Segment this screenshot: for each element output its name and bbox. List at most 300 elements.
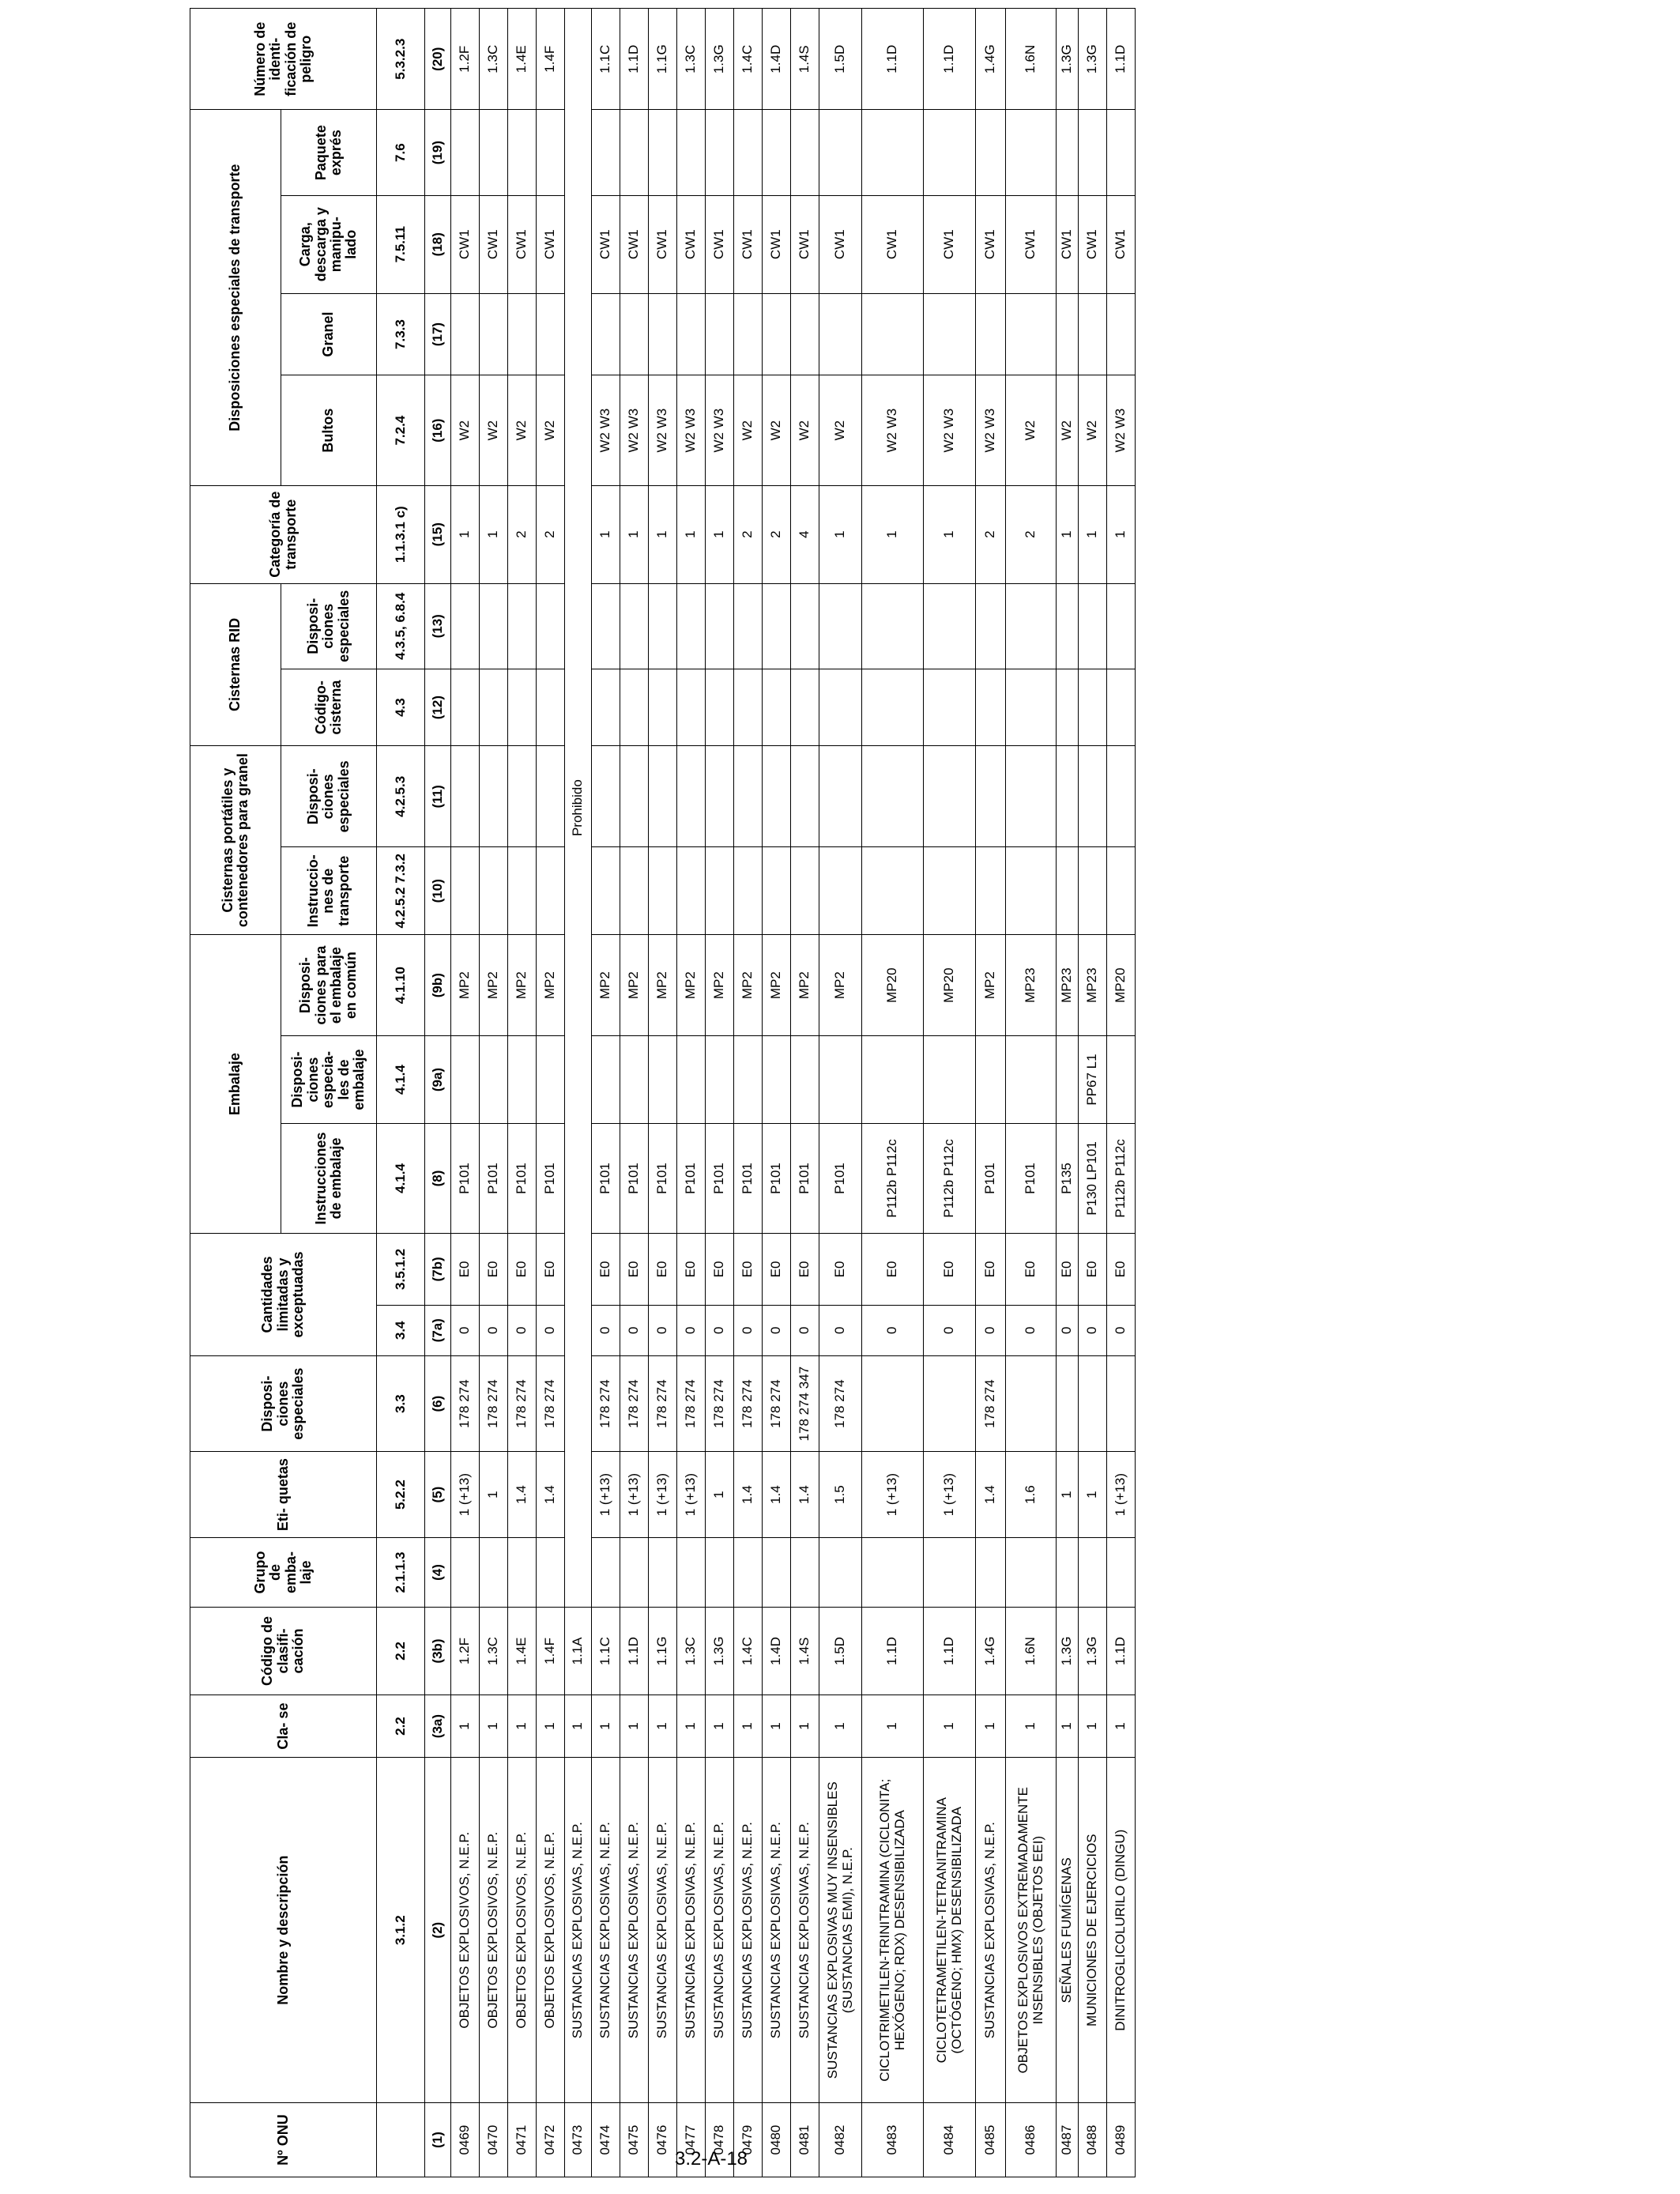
table-cell: 1 xyxy=(1079,1452,1107,1537)
table-cell xyxy=(734,746,763,847)
header-granel: Granel xyxy=(281,293,377,375)
table-cell xyxy=(508,583,537,669)
table-cell xyxy=(976,669,1006,745)
table-cell: 1.5D xyxy=(819,9,862,110)
table-cell xyxy=(1057,583,1079,669)
table-cell: 1 (+13) xyxy=(649,1452,677,1537)
table-cell xyxy=(1107,583,1136,669)
table-cell: 1 xyxy=(862,1695,924,1758)
reference-cell: 3.5.1.2 xyxy=(377,1234,425,1306)
table-cell xyxy=(734,1036,763,1124)
reference-cell: 4.2.5.2 7.3.2 xyxy=(377,847,425,935)
table-cell: 0 xyxy=(862,1305,924,1355)
table-cell: E0 xyxy=(763,1234,791,1306)
header-tank-instructions: Instruccio- nes de transporte xyxy=(281,847,377,935)
product-name: SUSTANCIAS EXPLOSIVAS, N.E.P. xyxy=(592,1758,620,2103)
table-cell xyxy=(677,847,706,935)
table-cell: 0473 xyxy=(565,2103,592,2177)
table-cell: 1.1D xyxy=(924,9,976,110)
reference-cell: 4.2.5.3 xyxy=(377,746,425,847)
prohibited-cell: Prohibido xyxy=(565,9,592,1608)
column-number-cell: (5) xyxy=(425,1452,451,1537)
reference-cell: 4.3 xyxy=(377,669,425,745)
table-cell: W2 W3 xyxy=(924,375,976,485)
table-cell xyxy=(592,746,620,847)
table-cell: W2 xyxy=(763,375,791,485)
header-mixed-packing: Disposi- ciones para el embalaje en común xyxy=(281,935,377,1036)
reference-cell: 3.3 xyxy=(377,1355,425,1452)
table-cell xyxy=(976,1537,1006,1607)
table-cell: E0 xyxy=(1057,1234,1079,1306)
table-cell xyxy=(480,293,508,375)
table-cell: 1.4 xyxy=(791,1452,819,1537)
reference-cell: 2.2 xyxy=(377,1608,425,1695)
table-cell: CW1 xyxy=(592,195,620,293)
product-name: SUSTANCIAS EXPLOSIVAS, N.E.P. xyxy=(565,1758,592,2103)
table-cell: CW1 xyxy=(1079,195,1107,293)
table-cell: CW1 xyxy=(1057,195,1079,293)
table-cell: P101 xyxy=(734,1123,763,1233)
table-row xyxy=(734,9,763,2177)
product-name: SUSTANCIAS EXPLOSIVAS, N.E.P. xyxy=(976,1758,1006,2103)
product-name: SUSTANCIAS EXPLOSIVAS, N.E.P. xyxy=(734,1758,763,2103)
table-row xyxy=(1107,9,1136,2177)
table-cell xyxy=(791,1036,819,1124)
table-cell xyxy=(508,293,537,375)
table-row xyxy=(791,9,819,2177)
table-cell: 1 xyxy=(620,485,649,583)
table-cell: 0 xyxy=(677,1305,706,1355)
table-cell: 0 xyxy=(451,1305,480,1355)
table-cell: P135 xyxy=(1057,1123,1079,1233)
table-cell xyxy=(1107,110,1136,195)
table-cell: P112b P112c xyxy=(1107,1123,1136,1233)
table-cell: 1.4 xyxy=(734,1452,763,1537)
table-cell: 178 274 xyxy=(480,1355,508,1452)
table-cell: 1.4D xyxy=(763,1608,791,1695)
table-cell xyxy=(508,847,537,935)
product-name: DINITROGLICOLURILO (DINGU) xyxy=(1107,1758,1136,2103)
table-cell xyxy=(537,110,565,195)
table-cell: CW1 xyxy=(924,195,976,293)
table-cell: P101 xyxy=(649,1123,677,1233)
table-cell: W2 xyxy=(819,375,862,485)
table-cell: E0 xyxy=(862,1234,924,1306)
table-cell: 1 xyxy=(734,1695,763,1758)
header-un: Nº ONU xyxy=(190,2103,377,2177)
table-row xyxy=(1057,9,1079,2177)
table-cell: 0 xyxy=(649,1305,677,1355)
table-cell: E0 xyxy=(1006,1234,1057,1306)
table-cell: MP2 xyxy=(976,935,1006,1036)
table-cell xyxy=(763,1036,791,1124)
table-cell: 0 xyxy=(763,1305,791,1355)
table-cell xyxy=(791,847,819,935)
table-cell: 0 xyxy=(1006,1305,1057,1355)
table-cell: CW1 xyxy=(451,195,480,293)
table-cell xyxy=(649,293,677,375)
table-cell xyxy=(862,583,924,669)
table-cell xyxy=(649,669,677,745)
table-cell: W2 xyxy=(1079,375,1107,485)
table-row xyxy=(649,9,677,2177)
table-cell: 2 xyxy=(537,485,565,583)
product-name: SUSTANCIAS EXPLOSIVAS, N.E.P. xyxy=(791,1758,819,2103)
table-row xyxy=(620,9,649,2177)
table-cell xyxy=(862,669,924,745)
table-cell xyxy=(620,669,649,745)
table-cell xyxy=(1006,110,1057,195)
table-cell: CW1 xyxy=(677,195,706,293)
table-cell: 0489 xyxy=(1107,2103,1136,2177)
column-number-cell: (17) xyxy=(425,293,451,375)
table-cell: 1.4C xyxy=(734,9,763,110)
table-cell: 0472 xyxy=(537,2103,565,2177)
table-cell: 1.1D xyxy=(620,9,649,110)
table-cell xyxy=(862,110,924,195)
table-cell: 0 xyxy=(819,1305,862,1355)
table-cell xyxy=(649,847,677,935)
product-name: OBJETOS EXPLOSIVOS EXTREMADAMENTE INSENSIBLES (OBJETOS EEI) xyxy=(1006,1758,1057,2103)
table-cell: CW1 xyxy=(620,195,649,293)
table-cell xyxy=(649,1036,677,1124)
table-row xyxy=(537,9,565,2177)
table-cell: 1 xyxy=(508,1695,537,1758)
table-cell xyxy=(1057,1537,1079,1607)
table-cell: E0 xyxy=(976,1234,1006,1306)
table-cell: W2 W3 xyxy=(976,375,1006,485)
header-rid-tanks: Cisternas RID xyxy=(190,583,281,746)
table-cell xyxy=(763,110,791,195)
table-cell: 1 xyxy=(480,485,508,583)
table-cell xyxy=(451,1537,480,1607)
table-cell: 0 xyxy=(620,1305,649,1355)
column-number-cell: (19) xyxy=(425,110,451,195)
column-number-cell: (20) xyxy=(425,9,451,110)
table-cell: MP2 xyxy=(763,935,791,1036)
table-cell xyxy=(763,746,791,847)
table-cell: 1 xyxy=(451,485,480,583)
table-cell: 1 xyxy=(451,1695,480,1758)
table-cell xyxy=(976,583,1006,669)
table-row xyxy=(706,9,734,2177)
table-cell: W2 W3 xyxy=(649,375,677,485)
table-cell: 1.4S xyxy=(791,9,819,110)
table-cell: P101 xyxy=(451,1123,480,1233)
product-name: OBJETOS EXPLOSIVOS, N.E.P. xyxy=(537,1758,565,2103)
table-cell xyxy=(924,1537,976,1607)
table-cell: 1 xyxy=(924,1695,976,1758)
table-cell xyxy=(976,110,1006,195)
table-cell xyxy=(819,669,862,745)
table-cell: 178 274 xyxy=(649,1355,677,1452)
table-cell: CW1 xyxy=(537,195,565,293)
reference-cell: 4.1.10 xyxy=(377,935,425,1036)
table-cell xyxy=(791,746,819,847)
table-cell xyxy=(706,583,734,669)
table-cell: 178 274 xyxy=(976,1355,1006,1452)
table-cell xyxy=(862,746,924,847)
table-cell: 0 xyxy=(1107,1305,1136,1355)
table-cell: E0 xyxy=(480,1234,508,1306)
table-cell: W2 xyxy=(451,375,480,485)
table-cell: 1 (+13) xyxy=(677,1452,706,1537)
table-cell: 1 xyxy=(791,1695,819,1758)
table-cell xyxy=(508,746,537,847)
table-cell: 0485 xyxy=(976,2103,1006,2177)
table-cell: 178 274 xyxy=(592,1355,620,1452)
table-cell xyxy=(537,1036,565,1124)
table-cell xyxy=(976,293,1006,375)
table-cell: 0 xyxy=(1057,1305,1079,1355)
table-cell: 1.4 xyxy=(976,1452,1006,1537)
product-name: SUSTANCIAS EXPLOSIVAS, N.E.P. xyxy=(620,1758,649,2103)
table-cell xyxy=(1107,1036,1136,1124)
table-cell xyxy=(734,110,763,195)
table-cell: 0475 xyxy=(620,2103,649,2177)
table-cell: W2 W3 xyxy=(706,375,734,485)
table-cell: 1.4D xyxy=(763,9,791,110)
table-cell: MP23 xyxy=(1057,935,1079,1036)
table-cell xyxy=(819,1537,862,1607)
table-cell: W2 W3 xyxy=(862,375,924,485)
table-cell: 1 xyxy=(1057,1695,1079,1758)
table-cell xyxy=(924,1355,976,1452)
table-cell: 2 xyxy=(508,485,537,583)
reference-cell: 2.1.1.3 xyxy=(377,1537,425,1607)
table-cell: E0 xyxy=(620,1234,649,1306)
table-cell: E0 xyxy=(537,1234,565,1306)
table-cell: MP2 xyxy=(649,935,677,1036)
header-carga: Carga, descarga y manipu- lado xyxy=(281,195,377,293)
header-tank-special: Disposi- ciones especiales xyxy=(281,746,377,847)
table-cell xyxy=(976,746,1006,847)
table-cell xyxy=(763,1537,791,1607)
table-cell: 178 274 xyxy=(734,1355,763,1452)
product-name: SEÑALES FUMÍGENAS xyxy=(1057,1758,1079,2103)
table-cell xyxy=(508,110,537,195)
table-cell xyxy=(819,1036,862,1124)
header-special-transport: Disposiciones especiales de transporte xyxy=(190,110,281,485)
table-cell: 1 (+13) xyxy=(862,1452,924,1537)
header-name: Nombre y descripción xyxy=(190,1758,377,2103)
product-name: SUSTANCIAS EXPLOSIVAS, N.E.P. xyxy=(706,1758,734,2103)
table-cell xyxy=(819,293,862,375)
table-cell: CW1 xyxy=(791,195,819,293)
table-cell xyxy=(537,293,565,375)
table-cell: 1 (+13) xyxy=(592,1452,620,1537)
table-cell xyxy=(592,669,620,745)
table-cell xyxy=(480,1036,508,1124)
table-cell: 178 274 xyxy=(620,1355,649,1452)
column-number-cell: (15) xyxy=(425,485,451,583)
reference-cell: 7.5.11 xyxy=(377,195,425,293)
table-cell: 0484 xyxy=(924,2103,976,2177)
table-cell: 1.1D xyxy=(862,9,924,110)
table-cell: W2 W3 xyxy=(620,375,649,485)
table-cell: 1.4E xyxy=(508,9,537,110)
table-cell: 0474 xyxy=(592,2103,620,2177)
table-cell: 0481 xyxy=(791,2103,819,2177)
table-cell: 1 xyxy=(649,485,677,583)
table-cell: MP20 xyxy=(1107,935,1136,1036)
table-cell: 1.1G xyxy=(649,1608,677,1695)
table-cell: 0 xyxy=(508,1305,537,1355)
table-cell: 1 xyxy=(592,485,620,583)
reference-cell: 5.3.2.3 xyxy=(377,9,425,110)
table-cell: 0482 xyxy=(819,2103,862,2177)
table-cell xyxy=(1057,746,1079,847)
table-cell: CW1 xyxy=(1006,195,1057,293)
table-cell xyxy=(1079,293,1107,375)
table-row xyxy=(819,9,862,2177)
table-cell: 1 xyxy=(1057,1452,1079,1537)
table-cell: 0 xyxy=(706,1305,734,1355)
table-cell xyxy=(677,669,706,745)
table-cell: W2 W3 xyxy=(677,375,706,485)
table-cell xyxy=(1107,746,1136,847)
table-cell: 0477 xyxy=(677,2103,706,2177)
table-row xyxy=(508,9,537,2177)
table-cell xyxy=(706,293,734,375)
table-cell: P101 xyxy=(976,1123,1006,1233)
reference-cell: 2.2 xyxy=(377,1695,425,1758)
table-cell xyxy=(677,1537,706,1607)
column-number-cell: (7b) xyxy=(425,1234,451,1306)
table-cell xyxy=(451,1036,480,1124)
reference-cell: 4.3.5, 6.8.4 xyxy=(377,583,425,669)
table-cell: W2 xyxy=(508,375,537,485)
table-cell: 1.4G xyxy=(976,9,1006,110)
table-cell: 1 xyxy=(763,1695,791,1758)
table-cell xyxy=(649,110,677,195)
table-cell xyxy=(706,110,734,195)
table-cell: 0 xyxy=(592,1305,620,1355)
header-special-provisions: Disposi- ciones especiales xyxy=(190,1355,377,1452)
table-body xyxy=(451,9,1136,2177)
table-cell: 0 xyxy=(976,1305,1006,1355)
table-cell: 0470 xyxy=(480,2103,508,2177)
table-cell xyxy=(508,669,537,745)
table-cell xyxy=(1079,583,1107,669)
table-cell: MP2 xyxy=(620,935,649,1036)
table-cell: CW1 xyxy=(976,195,1006,293)
table-cell xyxy=(924,669,976,745)
table-cell: 1.6N xyxy=(1006,9,1057,110)
table-cell: CW1 xyxy=(819,195,862,293)
table-cell: CW1 xyxy=(1107,195,1136,293)
table-cell xyxy=(1107,669,1136,745)
table-cell: 1 xyxy=(976,1695,1006,1758)
table-cell: 1.4F xyxy=(537,1608,565,1695)
table-cell: W2 xyxy=(1006,375,1057,485)
table-cell: W2 xyxy=(1057,375,1079,485)
table-cell xyxy=(791,110,819,195)
table-cell xyxy=(1006,847,1057,935)
table-cell: 0486 xyxy=(1006,2103,1057,2177)
table-cell xyxy=(451,583,480,669)
table-cell xyxy=(480,110,508,195)
table-cell xyxy=(976,847,1006,935)
table-cell: MP2 xyxy=(537,935,565,1036)
product-name: CICLOTRIMETILEN-TRINITRAMINA (CICLONITA; HEXÓGENO; RDX) DESENSIBILIZADA xyxy=(862,1758,924,2103)
table-cell: 1 xyxy=(1107,485,1136,583)
table-cell: 1.2F xyxy=(451,9,480,110)
header-express: Paquete exprés xyxy=(281,110,377,195)
table-cell xyxy=(1057,293,1079,375)
table-cell: 1 xyxy=(480,1695,508,1758)
table-cell: P130 LP101 xyxy=(1079,1123,1107,1233)
table-cell xyxy=(1057,669,1079,745)
table-cell: 2 xyxy=(976,485,1006,583)
table-cell: MP20 xyxy=(862,935,924,1036)
reference-row xyxy=(377,9,425,2177)
table-cell: 1.3C xyxy=(480,9,508,110)
table-cell xyxy=(862,1036,924,1124)
table-cell: 178 274 xyxy=(706,1355,734,1452)
table-cell: 1.1D xyxy=(862,1608,924,1695)
table-cell xyxy=(862,293,924,375)
column-number-cell: (2) xyxy=(425,1758,451,2103)
table-cell xyxy=(620,110,649,195)
product-name: MUNICIONES DE EJERCICIOS xyxy=(1079,1758,1107,2103)
table-row xyxy=(1006,9,1057,2177)
table-cell: 0471 xyxy=(508,2103,537,2177)
table-cell: P101 xyxy=(592,1123,620,1233)
table-cell: 0 xyxy=(791,1305,819,1355)
table-cell xyxy=(706,669,734,745)
table-cell xyxy=(924,746,976,847)
table-cell: CW1 xyxy=(508,195,537,293)
table-cell: 0483 xyxy=(862,2103,924,2177)
column-number-cell: (9b) xyxy=(425,935,451,1036)
column-number-cell: (11) xyxy=(425,746,451,847)
table-cell: 2 xyxy=(1006,485,1057,583)
table-cell: MP23 xyxy=(1006,935,1057,1036)
table-cell: 178 274 xyxy=(677,1355,706,1452)
table-cell: 4 xyxy=(791,485,819,583)
table-cell xyxy=(924,110,976,195)
table-cell: 1.4 xyxy=(763,1452,791,1537)
table-cell: 0487 xyxy=(1057,2103,1079,2177)
reference-cell: 7.6 xyxy=(377,110,425,195)
header-code: Código de clasifi- cación xyxy=(190,1608,377,1695)
table-cell: 1.4 xyxy=(537,1452,565,1537)
table-cell: W2 xyxy=(537,375,565,485)
table-cell xyxy=(451,746,480,847)
table-cell xyxy=(1006,583,1057,669)
table-cell: 1.1A xyxy=(565,1608,592,1695)
table-cell xyxy=(480,746,508,847)
table-cell xyxy=(763,669,791,745)
table-cell: 0476 xyxy=(649,2103,677,2177)
table-cell: 1 xyxy=(819,485,862,583)
table-cell: CW1 xyxy=(763,195,791,293)
table-cell: W2 xyxy=(480,375,508,485)
table-cell xyxy=(924,583,976,669)
table-cell xyxy=(480,583,508,669)
table-row xyxy=(1079,9,1107,2177)
table-cell: 1.3C xyxy=(480,1608,508,1695)
table-cell: 178 274 xyxy=(451,1355,480,1452)
table-cell xyxy=(620,583,649,669)
table-cell: P101 xyxy=(537,1123,565,1233)
table-cell: E0 xyxy=(791,1234,819,1306)
table-cell: E0 xyxy=(451,1234,480,1306)
table-cell: 1.1C xyxy=(592,9,620,110)
table-cell: W2 xyxy=(791,375,819,485)
table-cell: P101 xyxy=(620,1123,649,1233)
